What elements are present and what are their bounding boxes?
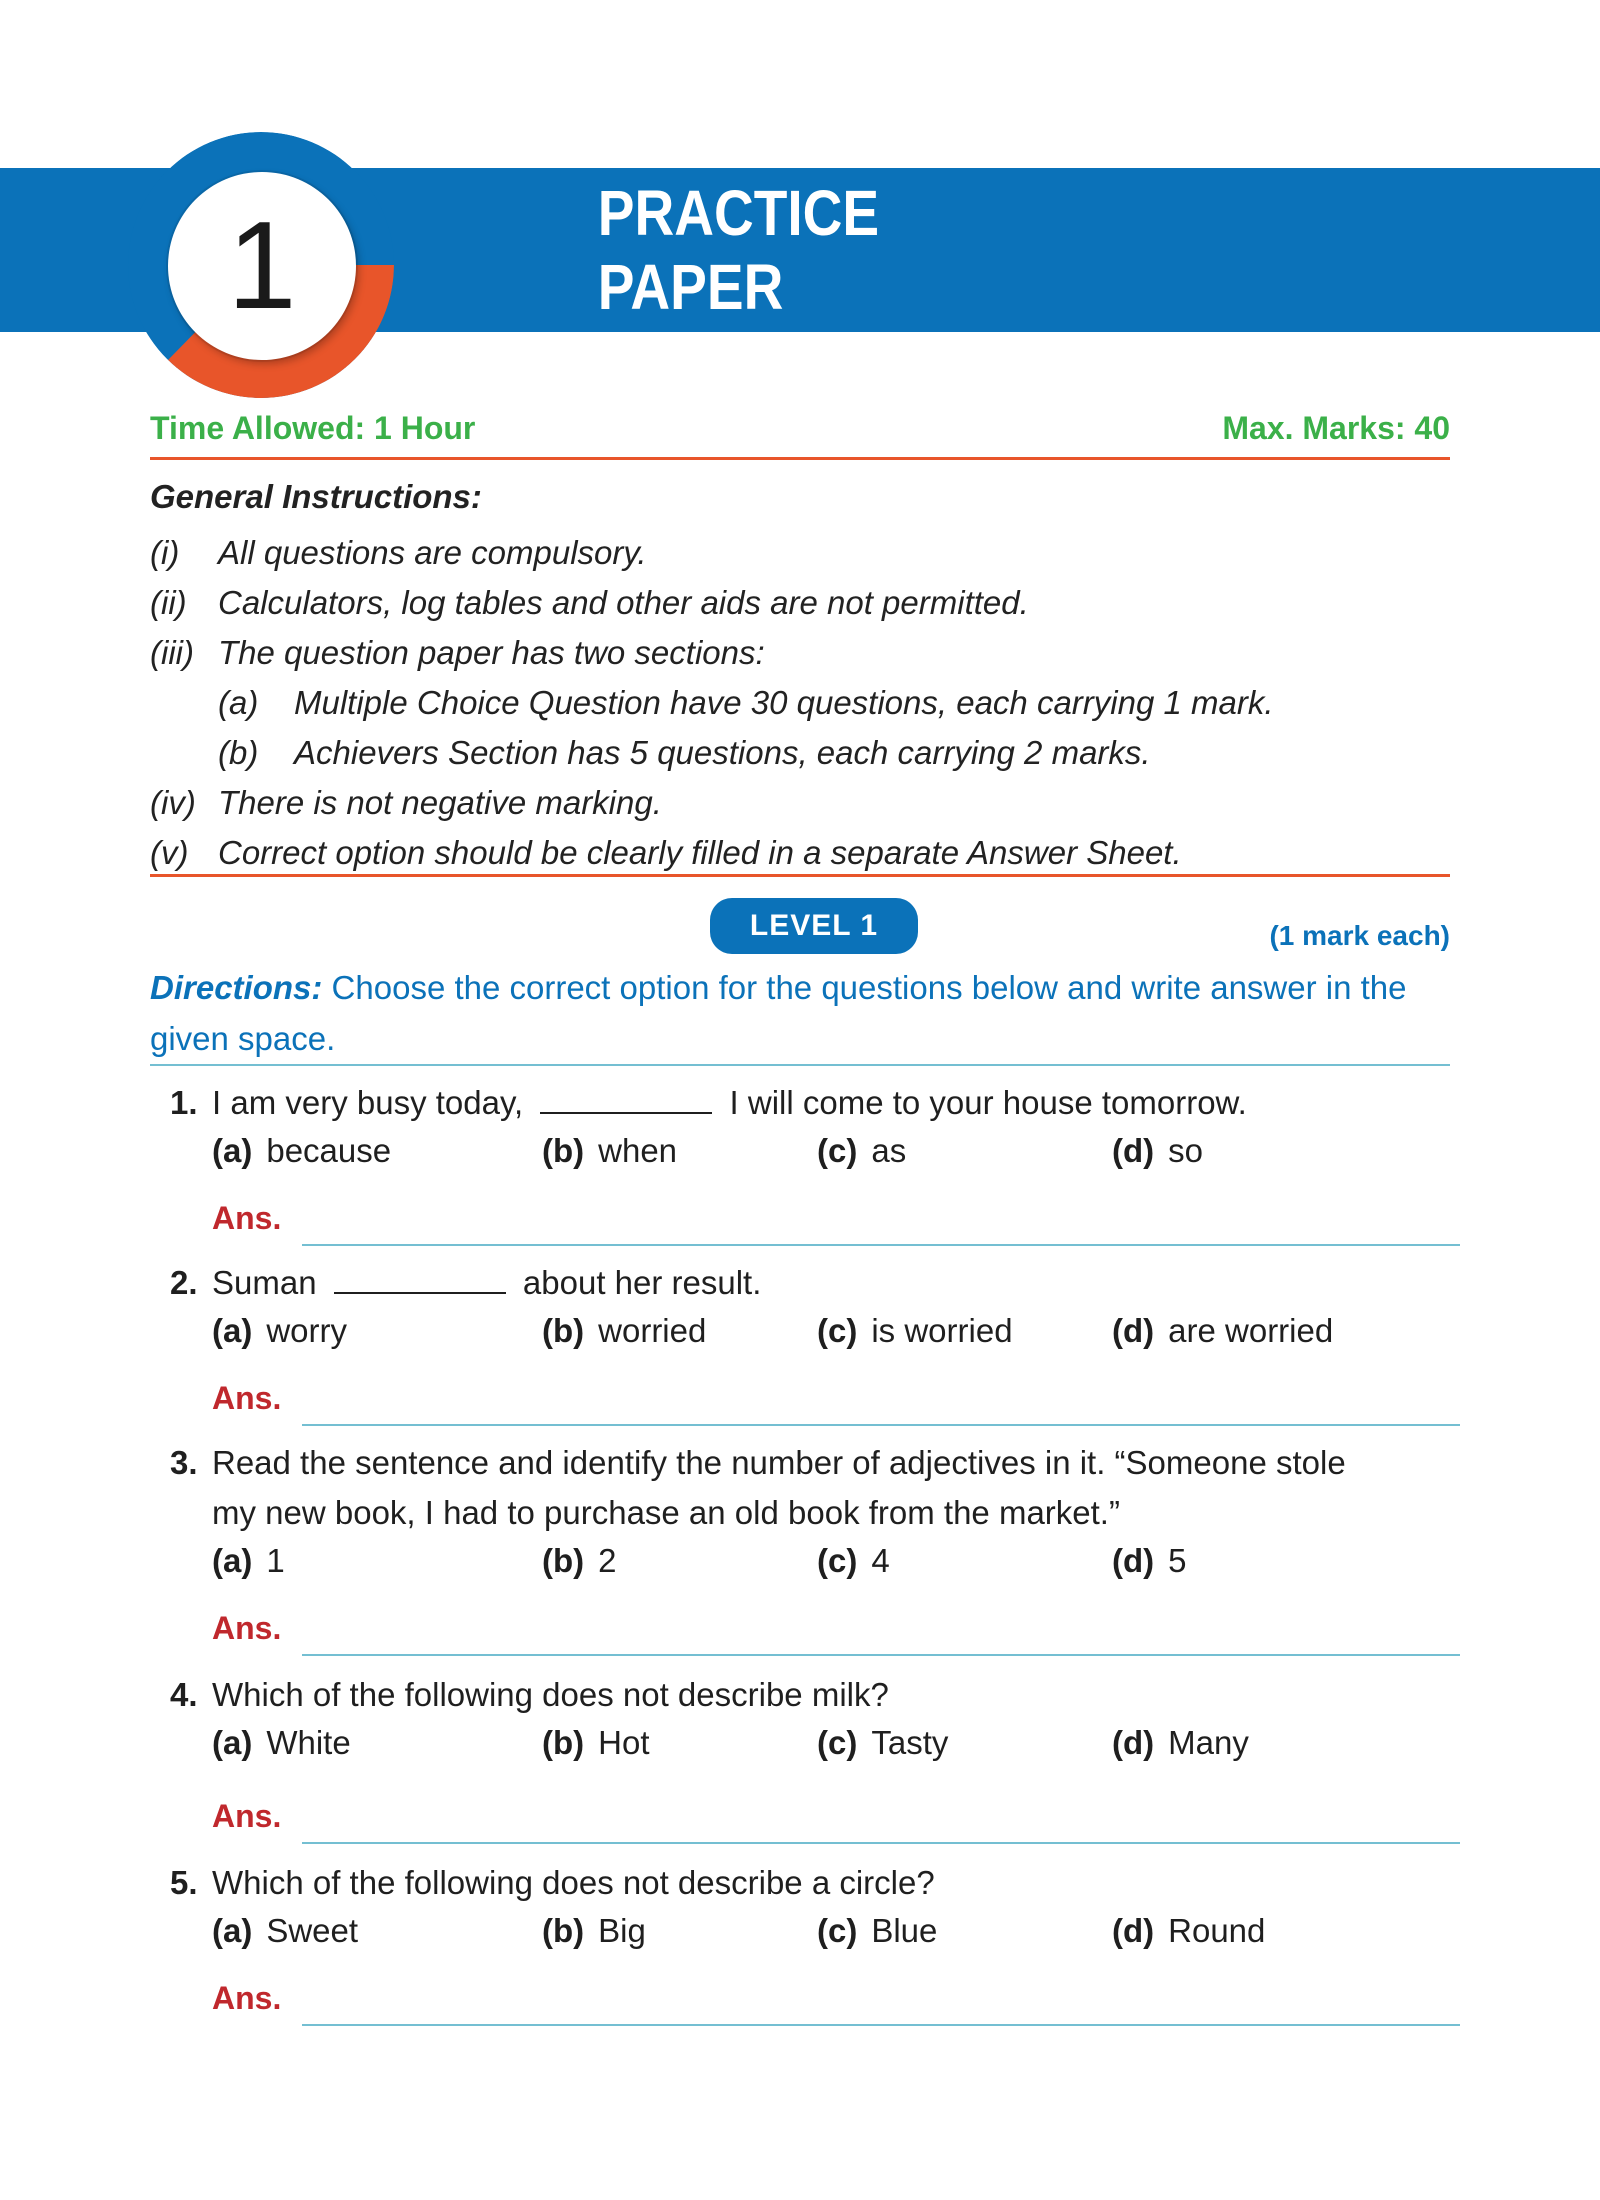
options xyxy=(212,1908,1460,1964)
option-d[interactable]: (d) are worried xyxy=(1112,1312,1334,1349)
option-a[interactable]: (a) 1 xyxy=(212,1542,285,1579)
general-instructions xyxy=(150,478,1470,878)
max-marks: Max. Marks: 40 xyxy=(1222,410,1450,446)
fill-blank xyxy=(334,1262,506,1294)
answer-label: Ans. xyxy=(212,1380,282,1416)
divider xyxy=(150,457,1450,460)
answer-label: Ans. xyxy=(212,1980,282,2016)
answer-row xyxy=(212,1600,1460,1660)
paper-number-badge: 1 xyxy=(168,172,356,360)
instruction-item xyxy=(150,628,1470,678)
instruction-text: The question paper has two sections: xyxy=(218,634,765,671)
answer-row xyxy=(212,1190,1460,1250)
option-b[interactable]: (b) when xyxy=(542,1132,678,1169)
instruction-item xyxy=(150,578,1470,628)
option-d[interactable]: (d) so xyxy=(1112,1132,1203,1169)
answer-line[interactable] xyxy=(302,1424,1460,1426)
directions-label: Directions: xyxy=(150,969,323,1006)
instruction-text: Multiple Choice Question have 30 questions, each carrying 1 mark. xyxy=(294,684,1274,721)
directions-text: Choose the correct option for the questions below and write answer in the given space. xyxy=(150,969,1407,1057)
question-1 xyxy=(170,1078,1460,1250)
options xyxy=(212,1128,1460,1184)
question-text: I am very busy today, xyxy=(212,1084,524,1121)
option-c[interactable]: (c) is worried xyxy=(817,1312,1013,1349)
instruction-subitem xyxy=(150,678,1470,728)
option-b[interactable]: (b) 2 xyxy=(542,1542,617,1579)
option-a[interactable]: (a) because xyxy=(212,1132,392,1169)
directions-divider xyxy=(150,1064,1450,1066)
instructions-heading: General Instructions: xyxy=(150,478,482,515)
question-text: I will come to your house tomorrow. xyxy=(729,1084,1247,1121)
instruction-num: (a) xyxy=(218,684,259,721)
question-text: Which of the following does not describe a circle? xyxy=(212,1864,935,1901)
question-text: Which of the following does not describe milk? xyxy=(212,1676,889,1713)
answer-row xyxy=(212,1970,1460,2030)
answer-row xyxy=(212,1788,1460,1848)
question-text: Read the sentence and identify the number of adjectives in it. “Someone stole xyxy=(212,1444,1346,1481)
instruction-text: Correct option should be clearly filled in a separate Answer Sheet. xyxy=(218,834,1182,871)
question-2 xyxy=(170,1258,1460,1430)
option-c[interactable]: (c) Tasty xyxy=(817,1724,949,1761)
option-c[interactable]: (c) Blue xyxy=(817,1912,938,1949)
question-number: 1. xyxy=(170,1084,198,1121)
directions xyxy=(150,962,1450,1064)
options xyxy=(212,1538,1460,1594)
instruction-subitem xyxy=(150,728,1470,778)
fill-blank xyxy=(540,1082,712,1114)
instruction-text: There is not negative marking. xyxy=(218,784,662,821)
question-number: 2. xyxy=(170,1264,198,1301)
answer-line[interactable] xyxy=(302,2024,1460,2026)
question-5 xyxy=(170,1858,1460,2030)
option-d[interactable]: (d) Many xyxy=(1112,1724,1249,1761)
answer-label: Ans. xyxy=(212,1200,282,1236)
question-4 xyxy=(170,1670,1460,1848)
instruction-num: (v) xyxy=(150,834,189,871)
instruction-num: (ii) xyxy=(150,584,187,621)
question-text: my new book, I had to purchase an old book from the market.” xyxy=(212,1494,1120,1531)
instruction-num: (iv) xyxy=(150,784,196,821)
question-text: Suman xyxy=(212,1264,317,1301)
answer-row xyxy=(212,1370,1460,1430)
instruction-text: Achievers Section has 5 questions, each carrying 2 marks. xyxy=(294,734,1151,771)
option-b[interactable]: (b) worried xyxy=(542,1312,707,1349)
option-c[interactable]: (c) as xyxy=(817,1132,907,1169)
instruction-num: (iii) xyxy=(150,634,194,671)
options xyxy=(212,1720,1460,1776)
answer-line[interactable] xyxy=(302,1842,1460,1844)
marks-note: (1 mark each) xyxy=(1269,920,1450,951)
divider xyxy=(150,874,1450,877)
option-d[interactable]: (d) 5 xyxy=(1112,1542,1187,1579)
option-c[interactable]: (c) 4 xyxy=(817,1542,890,1579)
instruction-num: (b) xyxy=(218,734,259,771)
time-allowed: Time Allowed: 1 Hour xyxy=(150,410,476,446)
question-number: 4. xyxy=(170,1676,198,1713)
exam-meta-row xyxy=(150,410,1450,460)
option-d[interactable]: (d) Round xyxy=(1112,1912,1266,1949)
option-a[interactable]: (a) White xyxy=(212,1724,351,1761)
instruction-text: Calculators, log tables and other aids are not permitted. xyxy=(218,584,1029,621)
answer-line[interactable] xyxy=(302,1654,1460,1656)
option-a[interactable]: (a) worry xyxy=(212,1312,348,1349)
answer-label: Ans. xyxy=(212,1798,282,1834)
option-a[interactable]: (a) Sweet xyxy=(212,1912,359,1949)
question-text: about her result. xyxy=(522,1264,762,1301)
option-b[interactable]: (b) Hot xyxy=(542,1724,650,1761)
level-badge: LEVEL 1 xyxy=(710,898,918,954)
page-title: PRACTICE PAPER xyxy=(597,177,880,323)
instruction-item xyxy=(150,778,1470,828)
question-number: 5. xyxy=(170,1864,198,1901)
answer-label: Ans. xyxy=(212,1610,282,1646)
instruction-item xyxy=(150,528,1470,578)
answer-line[interactable] xyxy=(302,1244,1460,1246)
question-3 xyxy=(170,1438,1460,1660)
instruction-text: All questions are compulsory. xyxy=(218,534,647,571)
option-b[interactable]: (b) Big xyxy=(542,1912,646,1949)
instruction-num: (i) xyxy=(150,534,180,571)
instruction-item xyxy=(150,828,1470,878)
question-number: 3. xyxy=(170,1444,198,1481)
options xyxy=(212,1308,1460,1364)
